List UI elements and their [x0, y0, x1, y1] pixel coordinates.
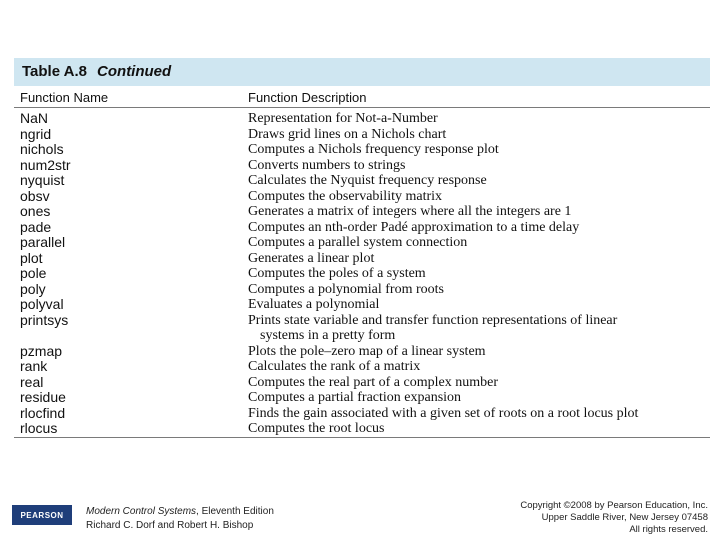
column-header-description: Function Description: [248, 90, 367, 105]
table-row: [0, 189, 720, 205]
function-name: residue: [20, 389, 66, 405]
function-name: obsv: [20, 187, 50, 204]
table-row: [0, 158, 720, 174]
table-row: [0, 235, 720, 251]
function-description: Computes a polynomial from roots: [248, 281, 444, 297]
book-edition: , Eleventh Edition: [196, 506, 274, 517]
table-subtitle: Continued: [97, 63, 172, 80]
function-table-body: [0, 111, 720, 437]
table-row: [0, 313, 720, 344]
function-description: [248, 313, 688, 344]
function-description: Generates a linear plot: [248, 250, 375, 266]
copyright-line-2: Upper Saddle River, New Jersey 07458: [541, 512, 708, 523]
column-header-name: Function Name: [20, 90, 109, 105]
function-name: ngrid: [20, 125, 52, 142]
table-title: [22, 63, 171, 80]
table-row: [0, 220, 720, 236]
book-authors: Richard C. Dorf and Robert H. Bishop: [86, 520, 254, 531]
function-name: pade: [20, 218, 52, 235]
function-name: NaN: [20, 110, 49, 126]
function-name: pzmap: [20, 342, 63, 359]
function-name: nyquist: [20, 172, 65, 188]
function-name: rlocfind: [20, 404, 66, 421]
function-name: real: [20, 373, 44, 390]
function-description-line2: systems in a pretty form: [260, 328, 396, 343]
function-name: poly: [20, 280, 46, 297]
table-row: [0, 204, 720, 220]
function-name: rlocus: [20, 420, 58, 436]
table-row: [0, 173, 720, 189]
function-description: Calculates the rank of a matrix: [248, 359, 421, 374]
table-row: [0, 421, 720, 437]
table-row: [0, 266, 720, 282]
function-name: rank: [20, 358, 48, 374]
copyright-line-1: Copyright ©2008 by Pearson Education, Inc.: [520, 500, 708, 511]
function-description: Draws grid lines on a Nichols chart: [248, 126, 447, 142]
table-row: [0, 127, 720, 143]
book-title: Modern Control Systems: [86, 506, 197, 517]
function-name: parallel: [20, 234, 66, 250]
function-description: Computes a Nichols frequency response plot: [248, 142, 499, 157]
table-header-bar: [14, 58, 710, 86]
table-row: [0, 390, 720, 406]
table-bottom-rule: [14, 437, 710, 438]
function-description: Generates a matrix of integers where all the integers are 1: [248, 204, 572, 219]
function-name: ones: [20, 203, 51, 219]
function-description: Calculates the Nyquist frequency response: [248, 173, 487, 188]
function-description: Computes a partial fraction expansion: [248, 390, 462, 405]
function-description: Converts numbers to strings: [248, 157, 406, 173]
function-description: Computes the root locus: [248, 421, 385, 436]
table-row: [0, 375, 720, 391]
function-name: num2str: [20, 156, 71, 173]
table-row: [0, 344, 720, 360]
function-description: Computes the observability matrix: [248, 188, 443, 204]
copyright-line-3: All rights reserved.: [629, 524, 708, 535]
function-name: nichols: [20, 141, 64, 157]
function-description: Plots the pole–zero map of a linear system: [248, 343, 486, 359]
function-description: Computes a parallel system connection: [248, 235, 468, 250]
slide-footer: [0, 492, 720, 540]
table-row: [0, 359, 720, 375]
header-rule: [14, 107, 710, 108]
function-description: Representation for Not-a-Number: [248, 111, 438, 126]
copyright-notice: [520, 500, 708, 536]
table-row: [0, 406, 720, 422]
function-description: Computes the real part of a complex number: [248, 374, 498, 390]
function-description: Finds the gain associated with a given set of roots on a root locus plot: [248, 405, 639, 421]
function-description: Evaluates a polynomial: [248, 297, 380, 312]
table-row: [0, 111, 720, 127]
function-name: polyval: [20, 296, 64, 312]
table-label: Table A.8: [22, 63, 88, 80]
table-row: [0, 142, 720, 158]
function-description-line1: Prints state variable and transfer function representations of linear: [248, 312, 618, 328]
function-description: Computes an nth-order Padé approximation to a time delay: [248, 219, 580, 235]
function-name: pole: [20, 265, 47, 281]
book-citation: [86, 505, 274, 533]
function-name: plot: [20, 249, 43, 266]
table-row: [0, 251, 720, 267]
function-name: printsys: [20, 311, 69, 328]
pearson-logo: PEARSON: [12, 505, 72, 525]
function-description: Computes the poles of a system: [248, 266, 426, 281]
table-row: [0, 282, 720, 298]
table-row: [0, 297, 720, 313]
